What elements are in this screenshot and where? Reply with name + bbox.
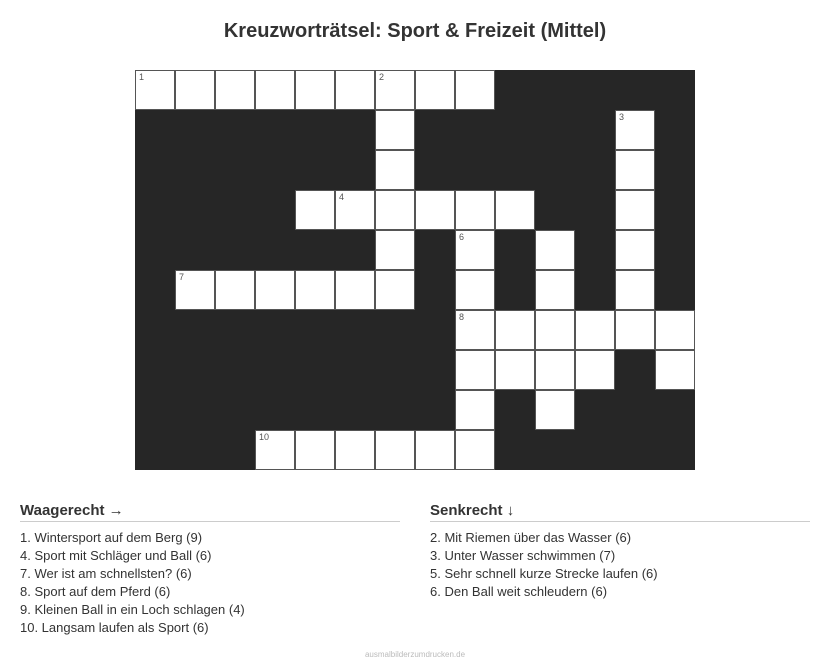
crossword-cell[interactable] bbox=[455, 190, 495, 230]
clue-item: 10. Langsam laufen als Sport (6) bbox=[20, 620, 209, 635]
clue-item: 3. Unter Wasser schwimmen (7) bbox=[430, 548, 616, 563]
crossword-cell[interactable] bbox=[375, 110, 415, 150]
crossword-cell[interactable] bbox=[335, 430, 375, 470]
page-title: Kreuzworträtsel: Sport & Freizeit (Mittel) bbox=[223, 20, 607, 42]
crossword-cell[interactable] bbox=[215, 270, 255, 310]
clue-number: 2 bbox=[379, 72, 385, 82]
clue-number: 8 bbox=[459, 312, 465, 322]
crossword-cell[interactable] bbox=[455, 230, 495, 270]
crossword-cell[interactable] bbox=[535, 310, 575, 350]
crossword-cell[interactable] bbox=[495, 310, 535, 350]
crossword-cell[interactable] bbox=[615, 310, 655, 350]
across-heading: Waagerecht → bbox=[20, 502, 400, 522]
clue-number: 10 bbox=[259, 432, 270, 442]
crossword-cell[interactable] bbox=[295, 70, 335, 110]
crossword-cell[interactable] bbox=[375, 430, 415, 470]
crossword-cell[interactable] bbox=[455, 310, 495, 350]
crossword-cell[interactable] bbox=[295, 190, 335, 230]
crossword-cell[interactable] bbox=[415, 70, 455, 110]
crossword-cell[interactable] bbox=[615, 230, 655, 270]
clue-item: 4. Sport mit Schläger und Ball (6) bbox=[20, 548, 212, 563]
clue-item: 9. Kleinen Ball in ein Loch schlagen (4) bbox=[20, 602, 245, 617]
crossword-cell[interactable] bbox=[375, 230, 415, 270]
crossword-cell[interactable] bbox=[415, 430, 455, 470]
crossword-cell[interactable] bbox=[335, 190, 375, 230]
crossword-cell[interactable] bbox=[615, 190, 655, 230]
crossword-grid bbox=[135, 70, 695, 470]
clue-item: 5. Sehr schnell kurze Strecke laufen (6) bbox=[430, 566, 658, 581]
crossword-cell[interactable] bbox=[295, 430, 335, 470]
crossword-cell[interactable] bbox=[535, 390, 575, 430]
crossword-cell[interactable] bbox=[455, 430, 495, 470]
crossword-cell[interactable] bbox=[255, 270, 295, 310]
clue-number: 3 bbox=[619, 112, 625, 122]
crossword-cell[interactable] bbox=[615, 270, 655, 310]
crossword-cell[interactable] bbox=[655, 310, 695, 350]
across-clues bbox=[20, 502, 400, 637]
crossword-cell[interactable] bbox=[455, 390, 495, 430]
crossword-cell[interactable] bbox=[415, 190, 455, 230]
clue-item: 1. Wintersport auf dem Berg (9) bbox=[20, 530, 203, 545]
clue-number: 6 bbox=[459, 232, 465, 242]
crossword-cell[interactable] bbox=[495, 190, 535, 230]
clue-item: 2. Mit Riemen über das Wasser (6) bbox=[430, 530, 632, 545]
crossword-cell[interactable] bbox=[375, 270, 415, 310]
crossword-cell[interactable] bbox=[255, 430, 295, 470]
crossword-cell[interactable] bbox=[495, 350, 535, 390]
crossword-cell[interactable] bbox=[375, 70, 415, 110]
crossword-cell[interactable] bbox=[455, 70, 495, 110]
crossword-cell[interactable] bbox=[175, 70, 215, 110]
clue-number: 1 bbox=[139, 72, 145, 82]
crossword-cell[interactable] bbox=[455, 350, 495, 390]
crossword-cell[interactable] bbox=[535, 270, 575, 310]
across-clue-list bbox=[20, 529, 400, 637]
down-heading: Senkrecht ↓ bbox=[430, 502, 810, 522]
crossword-cell[interactable] bbox=[375, 150, 415, 190]
crossword-cell[interactable] bbox=[295, 270, 335, 310]
footer-credit: ausmalbilderzumdrucken.de bbox=[364, 650, 466, 659]
crossword-cell[interactable] bbox=[335, 270, 375, 310]
crossword-cell[interactable] bbox=[455, 270, 495, 310]
clue-item: 7. Wer ist am schnellsten? (6) bbox=[20, 566, 192, 581]
crossword-cell[interactable] bbox=[135, 70, 175, 110]
crossword-cell[interactable] bbox=[575, 350, 615, 390]
crossword-cell[interactable] bbox=[175, 270, 215, 310]
crossword-cell[interactable] bbox=[575, 310, 615, 350]
clue-number: 4 bbox=[339, 192, 345, 202]
down-clue-list bbox=[430, 529, 810, 601]
crossword-cell[interactable] bbox=[535, 350, 575, 390]
clue-number: 7 bbox=[179, 272, 185, 282]
crossword-cell[interactable] bbox=[335, 70, 375, 110]
crossword-cell[interactable] bbox=[615, 150, 655, 190]
crossword-cell[interactable] bbox=[255, 70, 295, 110]
crossword-cell[interactable] bbox=[535, 230, 575, 270]
clue-item: 8. Sport auf dem Pferd (6) bbox=[20, 584, 171, 599]
crossword-cell[interactable] bbox=[215, 70, 255, 110]
clue-item: 6. Den Ball weit schleudern (6) bbox=[430, 584, 608, 599]
crossword-cell[interactable] bbox=[655, 350, 695, 390]
crossword-cell[interactable] bbox=[615, 110, 655, 150]
down-clues bbox=[430, 502, 810, 601]
crossword-cell[interactable] bbox=[375, 190, 415, 230]
